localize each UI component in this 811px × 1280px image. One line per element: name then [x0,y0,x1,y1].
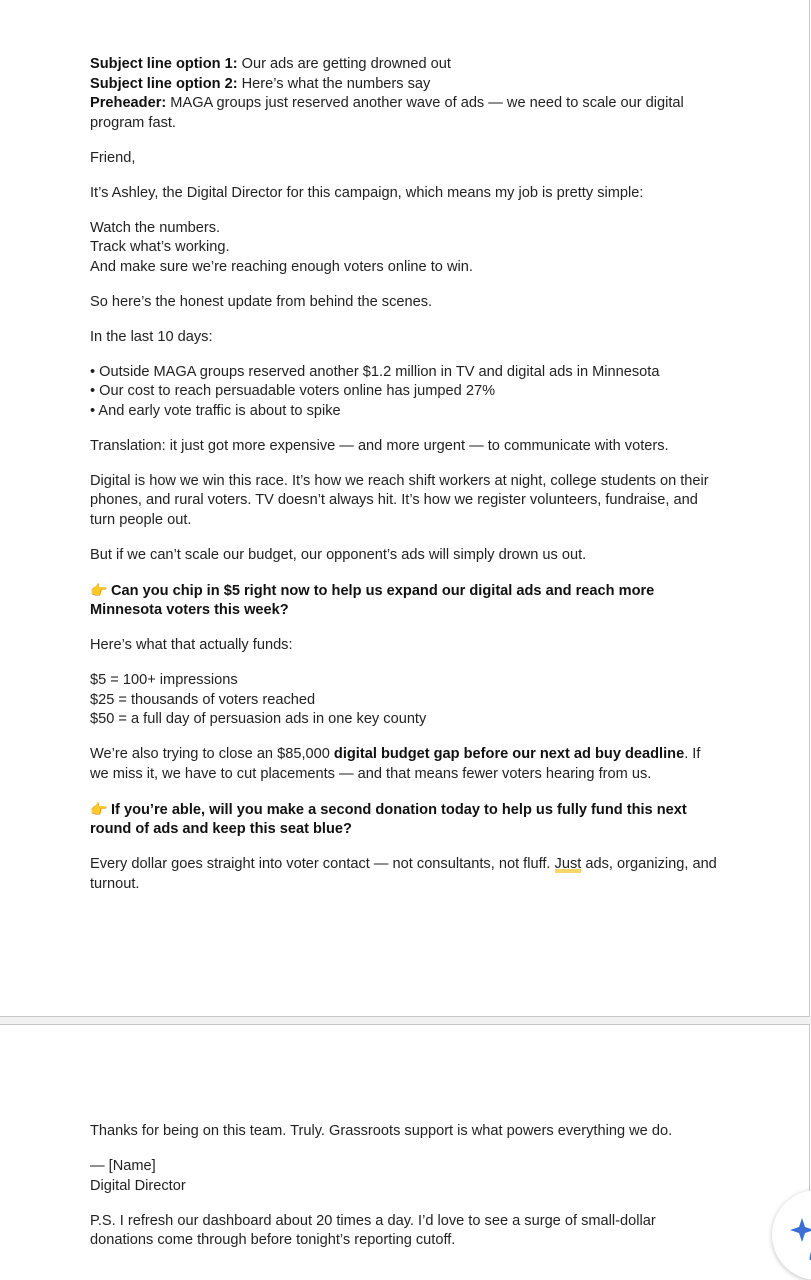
subject-lines[interactable] [90,55,720,133]
funds-item: $25 = thousands of voters reached [90,691,316,708]
funds-item: $5 = 100+ impressions [90,672,238,688]
page-1-content [90,55,720,910]
dollar-text-after: ads, organizing, and turnout. [90,856,717,892]
subject1-text: Our ads are getting drowned out [237,56,451,72]
ask-paragraph-2[interactable] [90,800,720,840]
pointing-hand-icon: 👉 [90,581,108,598]
job-lines[interactable] [90,219,720,278]
bullet-item: • Our cost to reach persuadable voters online has jumped 27% [90,383,496,399]
intro-paragraph[interactable]: It’s Ashley, the Digital Director for this campaign, which means my job is pretty simple: [90,184,644,201]
dollar-text-before: Every dollar goes straight into voter contact — not consultants, not fluff. [90,856,555,872]
digital-paragraph[interactable]: Digital is how we win this race. It’s how we reach shift workers at night, college students on their phones, and rural voters. TV doesn’t always hit. It’s how we register volunteers, fundraise, and turn people out. [90,472,709,528]
bullet-item: • Outside MAGA groups reserved another $1.2 million in TV and digital ads in Minnesota [90,363,660,380]
translation-paragraph[interactable]: Translation: it just got more expensive — and more urgent — to communicate with voters. [90,437,669,454]
honest-update-paragraph[interactable]: So here’s the honest update from behind the scenes. [90,293,433,310]
subject1-label: Subject line option 1: [90,56,238,72]
signature-name: — [Name] [90,1158,156,1174]
document-page-2 [0,1024,810,1263]
page-2-content [90,1122,720,1266]
thanks-paragraph[interactable]: Thanks for being on this team. Truly. Grassroots support is what powers everything we do. [90,1123,673,1139]
ask-text-2: If you’re able, will you make a second donation today to help us fully fund this next round of ads and keep this seat blue? [90,801,687,837]
last-days-paragraph[interactable]: In the last 10 days: [90,328,213,345]
page-gap [0,1017,811,1024]
preheader-text: MAGA groups just reserved another wave of ads — we need to scale our digital program fast. [90,95,684,131]
bullet-item: • And early vote traffic is about to spike [90,402,341,419]
job-line: Track what’s working. [90,239,230,255]
funds-list[interactable] [90,671,720,730]
bullet-list[interactable] [90,363,720,422]
every-dollar-paragraph[interactable] [90,855,720,894]
job-line: Watch the numbers. [90,219,221,236]
gap-text-after: . If we miss it, we have to cut placements — and that means fewer voters hearing from us. [90,746,701,782]
subject2-label: Subject line option 2: [90,75,238,92]
sparkle-icon [790,1216,811,1260]
preheader-label: Preheader: [90,95,167,111]
subject2-text: Here’s what the numbers say [237,75,431,92]
job-line: And make sure we’re reaching enough voters online to win. [90,258,473,275]
scale-paragraph[interactable]: But if we can’t scale our budget, our opponent’s ads will simply drown us out. [90,546,587,563]
greeting[interactable]: Friend, [90,149,136,166]
funds-intro-paragraph[interactable]: Here’s what that actually funds: [90,637,293,653]
ps-paragraph[interactable]: P.S. I refresh our dashboard about 20 times a day. I’d love to see a surge of small-dollar donations come through before tonight’s reporting cutoff. [90,1212,656,1248]
pointing-hand-icon: 👉 [90,800,108,817]
highlighted-word[interactable]: Just [554,856,582,872]
funds-item: $50 = a full day of persuasion ads in one key county [90,711,427,727]
gap-text-before: We’re also trying to close an $85,000 [90,746,334,762]
ask-paragraph-1[interactable] [90,581,720,621]
budget-gap-paragraph[interactable] [90,745,720,784]
gap-text-bold: digital budget gap before our next ad buy deadline [333,746,685,762]
signature[interactable] [90,1157,720,1196]
signature-title: Digital Director [90,1177,186,1194]
ask-text-1: Can you chip in $5 right now to help us expand our digital ads and reach more Minnesota voters this week? [90,582,655,618]
